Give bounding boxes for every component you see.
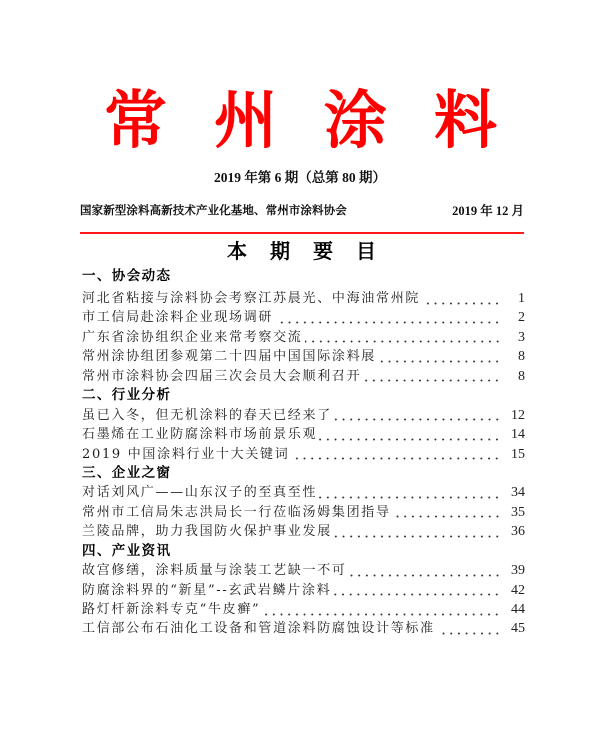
entry-page: 39: [511, 563, 525, 579]
publisher-name: 国家新型涂料高新技术产业化基地、常州市涂料协会: [80, 203, 347, 217]
toc-entry: [82, 600, 525, 619]
entry-title: 对话刘风广——山东汉子的至真至性: [82, 485, 318, 501]
entry-page: 8: [518, 349, 525, 365]
entry-title: 路灯杆新涂料专克“牛皮癣”: [82, 602, 261, 617]
entry-page: 35: [511, 504, 525, 520]
dot-leader: [349, 561, 501, 580]
section-title: 四、产业资讯: [82, 542, 172, 559]
entry-page: 34: [511, 485, 525, 501]
toc-entry: [82, 522, 525, 541]
entry-page: 45: [511, 621, 525, 637]
entry-title: 常州涂协组团参观第二十四届中国国际涂料展: [82, 349, 377, 365]
toc-entry: [82, 561, 525, 580]
dot-leader: [334, 522, 501, 541]
dot-leader: [378, 347, 501, 366]
entry-title: 石墨烯在工业防腐涂料市场前景乐观: [82, 427, 318, 443]
dot-leader: [319, 425, 501, 444]
entry-page: 14: [511, 427, 525, 443]
toc-entry: [82, 619, 525, 638]
section-title: 二、行业分析: [82, 387, 172, 404]
entry-title: 兰陵品牌，助力我国防火保护事业发展: [82, 524, 332, 540]
toc-entry: [82, 425, 525, 444]
dot-leader: [363, 367, 501, 386]
dot-leader: [262, 600, 501, 619]
entry-page: 2: [518, 310, 525, 326]
publisher-line: [80, 202, 524, 218]
toc-heading: 本期要目: [227, 239, 399, 263]
toc-entry: [82, 483, 525, 502]
masthead-title: 常州涂料: [104, 83, 544, 157]
entry-page: 44: [511, 602, 525, 617]
issue-number: 2019 年第 6 期（总第 80 期）: [213, 170, 387, 185]
toc-entry: [82, 347, 525, 366]
dot-leader: [319, 483, 501, 502]
entry-title: 2019 中国涂料行业十大关键词: [82, 446, 290, 462]
entry-title: 故宫修缮，涂料质量与涂装工艺缺一不可: [82, 563, 347, 579]
toc-entry: [82, 367, 525, 386]
entry-page: 42: [511, 582, 525, 598]
dot-leader: [334, 406, 501, 425]
toc-entry: [82, 503, 525, 522]
entry-title: 河北省粘接与涂料协会考察江苏晨光、中海油常州院: [82, 291, 421, 306]
red-divider: [80, 232, 524, 234]
entry-title: 虽已入冬，但无机涂料的春天已经来了: [82, 407, 332, 423]
toc-entry: [82, 581, 525, 600]
entry-page: 1: [518, 291, 525, 306]
entry-page: 36: [511, 524, 525, 540]
toc-entry: [82, 289, 525, 308]
dot-leader: [393, 503, 501, 522]
publication-date: 2019 年 12 月: [452, 204, 524, 218]
toc-entry: [82, 445, 525, 464]
entry-title: 常州市工信局朱志洪局长一行莅临汤姆集团指导: [82, 504, 391, 520]
toc-entry: [82, 406, 525, 425]
entry-page: 12: [511, 407, 525, 423]
entry-page: 3: [518, 329, 525, 345]
dot-leader: [275, 308, 501, 327]
dot-leader: [305, 328, 501, 347]
entry-title: 常州市涂料协会四届三次会员大会顺利召开: [82, 368, 362, 384]
entry-title: 工信部公布石油化工设备和管道涂料防腐蚀设计等标准: [82, 621, 435, 637]
table-of-contents: [82, 265, 525, 639]
entry-title: 广东省涂协组织企业来常考察交流: [82, 329, 303, 345]
entry-page: 8: [518, 368, 525, 384]
toc-section: [82, 265, 525, 386]
dot-leader: [422, 289, 501, 308]
toc-section: [82, 542, 525, 639]
section-title: 三、企业之窗: [82, 464, 172, 481]
toc-entry: [82, 328, 525, 347]
toc-entry: [82, 308, 525, 327]
dot-leader: [437, 619, 501, 638]
dot-leader: [333, 581, 501, 600]
section-title: 一、协会动态: [82, 268, 172, 284]
entry-page: 15: [511, 446, 525, 462]
entry-title: 市工信局赴涂料企业现场调研: [82, 310, 274, 326]
toc-section: [82, 464, 525, 542]
dot-leader: [291, 445, 501, 464]
entry-title: 防腐涂料界的“新星”--玄武岩鳞片涂料: [82, 582, 332, 598]
toc-section: [82, 386, 525, 464]
